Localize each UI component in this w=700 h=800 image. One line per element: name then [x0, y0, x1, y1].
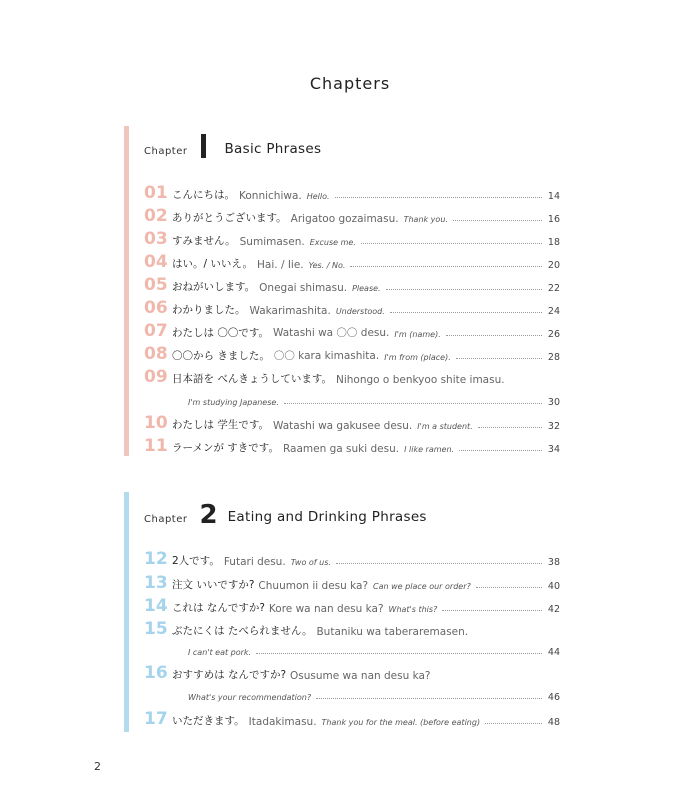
entry-english: I can't eat pork.	[188, 648, 252, 657]
chapter-label: Chapter	[144, 514, 188, 525]
toc-entry-17[interactable]	[144, 706, 560, 728]
entry-english: Yes. / No.	[308, 261, 346, 270]
dot-leader	[336, 563, 542, 564]
dot-leader	[390, 312, 542, 313]
entry-page: 42	[547, 604, 560, 615]
dot-leader	[316, 698, 542, 699]
toc-entry-10[interactable]	[144, 410, 560, 432]
entry-page: 22	[547, 283, 560, 294]
entry-japanese: おねがいします。	[172, 281, 256, 293]
entry-romaji: Wakarimashita.	[249, 305, 331, 317]
entry-japanese: 日本語を べんきょうしています。	[172, 373, 332, 385]
chapter-1-heading	[144, 130, 321, 160]
toc-entry-04[interactable]	[144, 249, 560, 271]
entry-english: Hello.	[306, 192, 330, 201]
entry-romaji: Osusume wa nan desu ka?	[290, 670, 431, 682]
chapter-1-number-mark	[201, 134, 206, 158]
dot-leader	[361, 243, 542, 244]
toc-entry-01[interactable]	[144, 180, 560, 202]
entry-page: 34	[547, 444, 560, 455]
dot-leader	[485, 723, 542, 724]
entry-english: I'm a student.	[417, 422, 473, 431]
dot-leader	[459, 450, 542, 451]
entry-number: 11	[144, 436, 168, 456]
entry-romaji: 〇〇 kara kimashita.	[273, 350, 380, 362]
entry-japanese: 注文 いいですか?	[172, 579, 255, 591]
entry-page: 46	[547, 692, 560, 703]
entry-number: 03	[144, 229, 168, 249]
entry-page: 24	[547, 306, 560, 317]
dot-leader	[335, 197, 542, 198]
entry-romaji: Futari desu.	[223, 556, 286, 568]
entry-page: 32	[547, 421, 560, 432]
entry-page: 18	[547, 237, 560, 248]
entry-japanese: はい。/ いいえ。	[172, 258, 254, 270]
entry-japanese: いただきます。	[172, 715, 245, 727]
entry-romaji: Hai. / Iie.	[257, 259, 304, 271]
dot-leader	[256, 653, 542, 654]
entry-english: Thank you for the meal. (before eating)	[321, 718, 481, 727]
entry-japanese: これは なんですか?	[172, 602, 265, 614]
entry-japanese: わかりました。	[172, 304, 246, 316]
entry-page: 40	[547, 581, 560, 592]
entry-romaji: Nihongo o benkyoo shite imasu.	[336, 374, 505, 386]
chapter-1-accent-bar	[124, 126, 129, 456]
entry-romaji: Onegai shimasu.	[259, 282, 348, 294]
toc-entry-16[interactable]	[144, 660, 560, 682]
entry-english: Understood.	[335, 307, 385, 316]
entry-japanese: すみません。	[172, 235, 236, 247]
entry-page: 48	[547, 717, 560, 728]
dot-leader	[446, 335, 542, 336]
entry-english: I'm studying Japanese.	[188, 398, 279, 407]
entry-number: 15	[144, 619, 168, 639]
entry-japanese: わたしは 学生です。	[172, 419, 269, 431]
entry-number: 08	[144, 344, 168, 364]
dot-leader	[456, 358, 542, 359]
dot-leader	[284, 403, 542, 404]
entry-page: 26	[547, 329, 560, 340]
entry-romaji: Kore wa nan desu ka?	[268, 603, 384, 615]
entry-number: 09	[144, 367, 168, 387]
entry-japanese: おすすめは なんですか?	[172, 669, 287, 681]
dot-leader	[386, 289, 542, 290]
toc-entry-06[interactable]	[144, 295, 560, 317]
chapter-2-section	[124, 492, 570, 732]
toc-entry-02[interactable]	[144, 203, 560, 225]
entry-romaji: Konnichiwa.	[239, 190, 302, 202]
entry-english: What's your recommendation?	[188, 693, 312, 702]
toc-entry-08[interactable]	[144, 341, 560, 363]
chapter-2-heading	[144, 498, 427, 528]
entry-page: 20	[547, 260, 560, 271]
toc-entry-09[interactable]	[144, 364, 560, 386]
entry-japanese: 〇〇から きました。	[172, 350, 270, 362]
entry-romaji: Chuumon ii desu ka?	[258, 580, 369, 592]
toc-entry-11[interactable]	[144, 433, 560, 455]
toc-entry-03[interactable]	[144, 226, 560, 248]
entry-romaji: Itadakimasu.	[248, 716, 317, 728]
entry-page: 38	[547, 557, 560, 568]
entry-number: 04	[144, 252, 168, 272]
chapter-2-accent-bar	[124, 492, 129, 732]
toc-entry-09-continuation[interactable]	[188, 388, 560, 408]
entry-page: 30	[547, 397, 560, 408]
toc-entry-16-continuation[interactable]	[188, 683, 560, 703]
entry-english: I like ramen.	[404, 445, 455, 454]
entry-number: 14	[144, 596, 168, 616]
page-folio: 2	[94, 760, 101, 773]
toc-entry-15-continuation[interactable]	[188, 638, 560, 658]
chapter-label: Chapter	[144, 146, 188, 157]
toc-entry-12[interactable]	[144, 546, 560, 568]
entry-english: Can we place our order?	[373, 582, 471, 591]
entry-japanese: 2人です。	[172, 555, 220, 567]
entry-japanese: こんにちは。	[172, 189, 235, 201]
entry-english: Please.	[352, 284, 381, 293]
entry-english: What's this?	[388, 605, 438, 614]
entry-english: I'm (name).	[394, 330, 441, 339]
entry-romaji: Butaniku wa taberaremasen.	[316, 626, 469, 638]
dot-leader	[453, 220, 542, 221]
entry-number: 12	[144, 549, 168, 569]
chapter-1-title: Basic Phrases	[224, 141, 322, 157]
entry-number: 05	[144, 275, 168, 295]
entry-number: 13	[144, 573, 168, 593]
chapter-1-section	[124, 126, 570, 456]
entry-number: 10	[144, 413, 168, 433]
entry-page: 44	[547, 647, 560, 658]
toc-entry-13[interactable]	[144, 570, 560, 592]
toc-entry-05[interactable]	[144, 272, 560, 294]
toc-entry-14[interactable]	[144, 593, 560, 615]
entry-number: 01	[144, 183, 168, 203]
entry-english: Two of us.	[290, 558, 331, 567]
page-title: Chapters	[309, 74, 391, 93]
entry-romaji: Sumimasen.	[239, 236, 305, 248]
entry-japanese: ありがとうございます。	[172, 212, 287, 224]
dot-leader	[476, 587, 542, 588]
entry-japanese: わたしは 〇〇です。	[172, 327, 269, 339]
entry-number: 16	[144, 663, 168, 683]
entry-romaji: Watashi wa 〇〇 desu.	[273, 327, 390, 339]
dot-leader	[350, 266, 542, 267]
entry-romaji: Arigatoo gozaimasu.	[290, 213, 399, 225]
entry-english: Thank you.	[403, 215, 448, 224]
entry-number: 17	[144, 709, 168, 729]
entry-page: 28	[547, 352, 560, 363]
entry-page: 16	[547, 214, 560, 225]
dot-leader	[478, 427, 542, 428]
toc-entry-07[interactable]	[144, 318, 560, 340]
entry-english: Excuse me.	[309, 238, 356, 247]
entry-number: 02	[144, 206, 168, 226]
entry-english: I'm from (place).	[384, 353, 451, 362]
entry-number: 06	[144, 298, 168, 318]
chapter-2-title: Eating and Drinking Phrases	[227, 509, 427, 525]
dot-leader	[442, 610, 542, 611]
entry-page: 14	[547, 191, 560, 202]
entry-number: 07	[144, 321, 168, 341]
chapter-2-number: 2	[199, 500, 218, 530]
entry-japanese: ラーメンが すきです。	[172, 442, 279, 454]
entry-japanese: ぶたにくは たべられません。	[172, 625, 313, 637]
toc-entry-15[interactable]	[144, 616, 560, 638]
entry-romaji: Raamen ga suki desu.	[282, 443, 400, 455]
entry-romaji: Watashi wa gakusee desu.	[273, 420, 413, 432]
